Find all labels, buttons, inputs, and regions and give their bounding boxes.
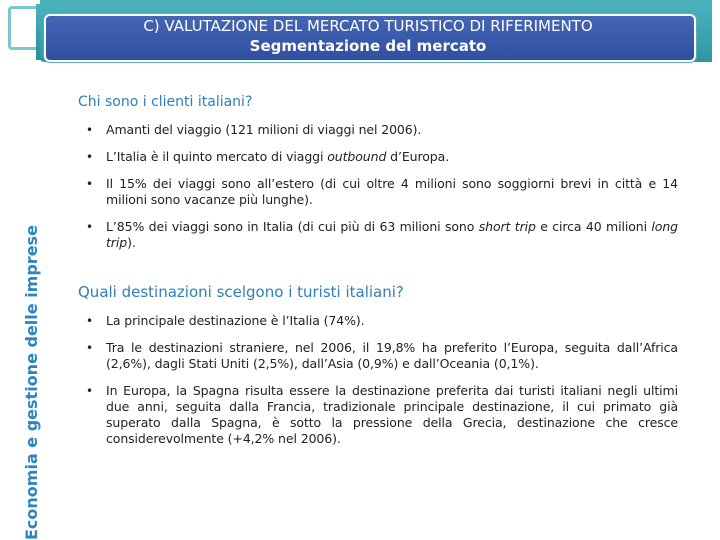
item-text: In Europa, la Spagna risulta essere la destinazione preferita dai turisti italiani negli ultimi due anni, seguita dalla Francia, tradizionale principale destinazione, il cui primato già superato dalla Spagna, è sotto la pressione della Grecia, destinazione che cresce considerevolmente (+4,2% nel 2006). bbox=[106, 383, 678, 446]
item-italic-text: short trip bbox=[478, 219, 536, 234]
list-item bbox=[78, 340, 678, 372]
item-text: Tra le destinazioni straniere, nel 2006, il 19,8% ha preferito l’Europa, seguita dall’Africa (2,6%), dagli Stati Uniti (2,5%), dall’Asia (0,9%) e dall’Oceania (0,1%). bbox=[106, 340, 678, 371]
section-1-list bbox=[78, 122, 678, 251]
item-text: Amanti del viaggio (121 milioni di viaggi nel 2006). bbox=[106, 122, 422, 137]
list-item bbox=[78, 383, 678, 447]
list-item bbox=[78, 176, 678, 208]
item-italic-text: long trip bbox=[106, 219, 678, 250]
bullet: • bbox=[86, 177, 93, 191]
bullet: • bbox=[86, 150, 93, 164]
item-text: La principale destinazione è l’Italia (74%). bbox=[106, 313, 365, 328]
vertical-course-title: Economia e gestione delle imprese bbox=[22, 225, 41, 540]
slide-content bbox=[78, 94, 678, 458]
sidebar bbox=[0, 0, 50, 540]
item-text: ). bbox=[127, 235, 136, 250]
list-item bbox=[78, 149, 678, 165]
item-text: e circa 40 milioni bbox=[535, 219, 652, 234]
list-item bbox=[78, 313, 678, 329]
item-text: d’Europa. bbox=[386, 149, 450, 164]
bullet: • bbox=[86, 220, 93, 234]
item-text: Il 15% dei viaggi sono all’estero (di cui oltre 4 milioni sono soggiorni brevi in città e 14 milioni sono vacanze più lunghe). bbox=[106, 176, 678, 207]
slide-subtitle: Segmentazione del mercato bbox=[249, 37, 487, 55]
bullet: • bbox=[86, 384, 93, 398]
item-text: L’Italia è il quinto mercato di viaggi bbox=[106, 149, 328, 164]
section-2-question: Quali destinazioni scelgono i turisti italiani? bbox=[78, 283, 404, 301]
list-item bbox=[78, 122, 678, 138]
item-text: L’85% dei viaggi sono in Italia (di cui più di 63 milioni sono bbox=[106, 219, 479, 234]
bullet: • bbox=[86, 314, 93, 328]
list-item bbox=[78, 219, 678, 251]
bullet: • bbox=[86, 341, 93, 355]
slide-title: C) VALUTAZIONE DEL MERCATO TURISTICO DI RIFERIMENTO bbox=[143, 17, 593, 35]
item-italic-text: outbound bbox=[327, 149, 387, 164]
header-title-block bbox=[44, 16, 692, 56]
section-2-list bbox=[78, 313, 678, 447]
section-1-question: Chi sono i clienti italiani? bbox=[78, 94, 253, 110]
bullet: • bbox=[86, 123, 93, 137]
